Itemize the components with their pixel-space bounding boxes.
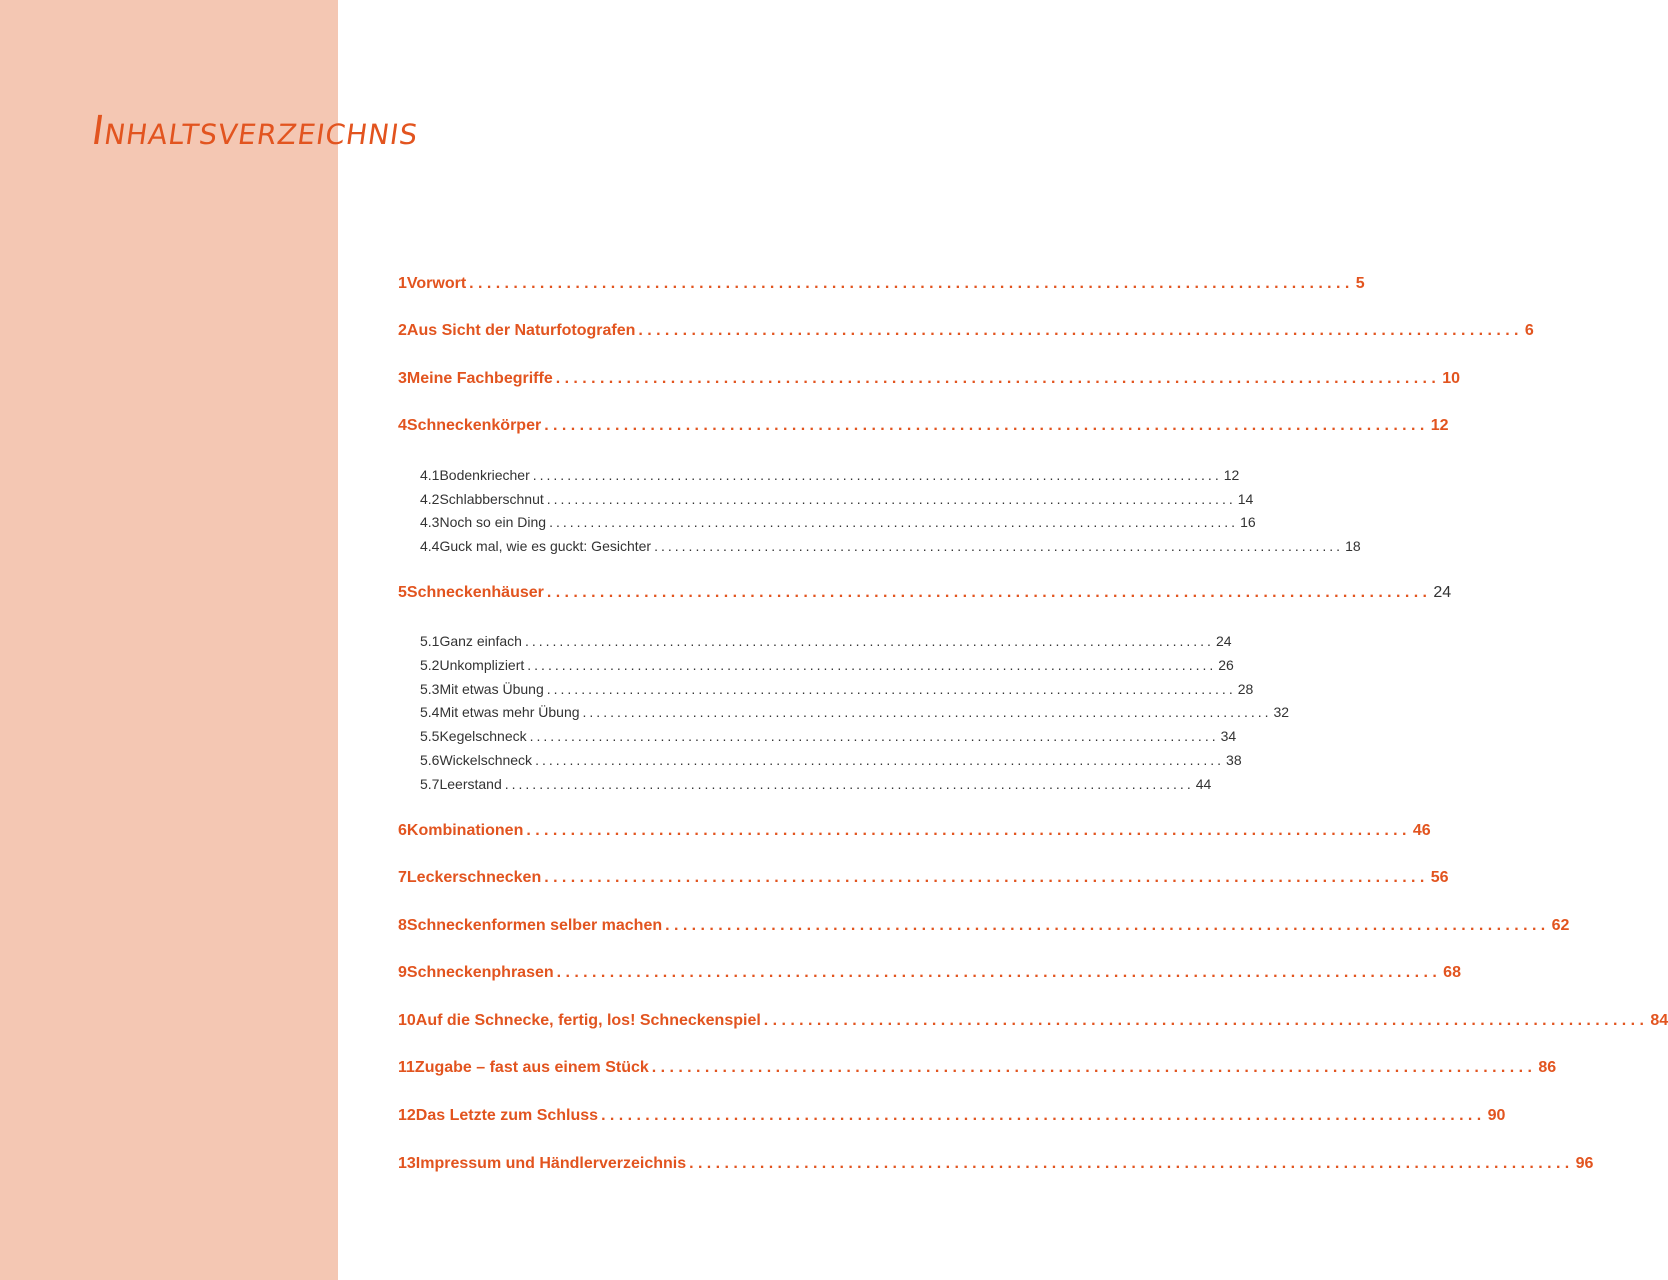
toc-title: Wickelschneck bbox=[439, 752, 533, 768]
toc-number: 1 bbox=[398, 275, 407, 292]
toc-page: 56 bbox=[1430, 869, 1449, 886]
toc-page: 68 bbox=[1443, 964, 1461, 981]
toc-page: 5 bbox=[1355, 275, 1365, 292]
toc-page: 90 bbox=[1487, 1107, 1506, 1124]
toc-entry-4-1[interactable] bbox=[420, 467, 1240, 493]
dot-leader: .................................................................................................... bbox=[504, 776, 1194, 792]
toc-page: 84 bbox=[1650, 1012, 1668, 1029]
toc-entry-5[interactable] bbox=[398, 584, 1452, 610]
toc-title: Kegelschneck bbox=[439, 728, 527, 744]
toc-number: 7 bbox=[398, 869, 407, 886]
toc-title: Mit etwas Übung bbox=[439, 681, 544, 697]
toc-title: Aus Sicht der Naturfotografen bbox=[406, 322, 636, 339]
toc-page: 32 bbox=[1273, 704, 1290, 720]
toc-page: 86 bbox=[1538, 1059, 1557, 1076]
toc-entry-11[interactable] bbox=[398, 1059, 1557, 1085]
toc-entry-4-4[interactable] bbox=[420, 538, 1361, 564]
toc-title: Meine Fachbegriffe bbox=[406, 370, 553, 387]
toc-page: 38 bbox=[1226, 752, 1242, 768]
dot-leader: .................................................................................................... bbox=[526, 822, 1411, 839]
toc-title: Das Letzte zum Schluss bbox=[415, 1107, 599, 1124]
toc-number: 4.1 bbox=[420, 467, 440, 483]
dot-leader: .................................................................................................... bbox=[638, 322, 1523, 339]
dot-leader: .................................................................................................... bbox=[556, 964, 1442, 981]
toc-entry-3[interactable] bbox=[398, 370, 1461, 396]
toc-number: 5.7 bbox=[420, 776, 440, 792]
toc-page: 28 bbox=[1237, 681, 1254, 697]
toc-entry-5-7[interactable] bbox=[420, 776, 1212, 802]
toc-number: 4.4 bbox=[420, 538, 440, 554]
dot-leader: .................................................................................................... bbox=[665, 917, 1550, 934]
toc-page: 12 bbox=[1223, 467, 1240, 483]
toc-title: Schlabberschnut bbox=[439, 491, 544, 507]
dot-leader: .................................................................................................... bbox=[544, 869, 1429, 886]
toc-title: Ganz einfach bbox=[439, 633, 522, 649]
toc-page: 18 bbox=[1345, 538, 1361, 554]
toc-title: Auf die Schnecke, fertig, los! Schneckenspiel bbox=[415, 1012, 761, 1029]
dot-leader: .................................................................................................... bbox=[544, 417, 1429, 434]
toc-entry-4[interactable] bbox=[398, 417, 1449, 443]
toc-number: 12 bbox=[398, 1107, 416, 1124]
toc-number: 8 bbox=[398, 917, 407, 934]
dot-leader: .................................................................................................... bbox=[763, 1012, 1649, 1029]
toc-entry-12[interactable] bbox=[398, 1107, 1506, 1133]
toc-page: 24 bbox=[1433, 584, 1452, 601]
dot-leader: .................................................................................................... bbox=[546, 681, 1236, 697]
toc-number: 6 bbox=[398, 822, 407, 839]
toc-number: 4.3 bbox=[420, 514, 440, 530]
toc-number: 5.2 bbox=[420, 657, 440, 673]
toc-number: 5.3 bbox=[420, 681, 440, 697]
toc-page: 46 bbox=[1412, 822, 1431, 839]
dot-leader: .................................................................................................... bbox=[651, 1059, 1537, 1076]
toc-number: 4.2 bbox=[420, 491, 440, 507]
toc-page: 62 bbox=[1551, 917, 1570, 934]
toc-title: Schneckenformen selber machen bbox=[406, 917, 663, 934]
toc-page: 44 bbox=[1195, 776, 1212, 792]
toc-title: Schneckenphrasen bbox=[406, 964, 554, 981]
dot-leader: .................................................................................................... bbox=[524, 633, 1214, 649]
toc-title: Schneckenkörper bbox=[406, 417, 542, 434]
toc-entry-5-4[interactable] bbox=[420, 704, 1290, 730]
toc-title: Zugabe – fast aus einem Stück bbox=[414, 1059, 649, 1076]
toc-number: 5.6 bbox=[420, 752, 440, 768]
dot-leader: .................................................................................................... bbox=[601, 1107, 1486, 1124]
toc-page: 16 bbox=[1240, 514, 1256, 530]
dot-leader: .................................................................................................... bbox=[582, 704, 1272, 720]
dot-leader: .................................................................................................... bbox=[529, 728, 1219, 744]
page-title: Inhaltsverzeichnis bbox=[88, 108, 422, 154]
toc-entry-6[interactable] bbox=[398, 822, 1431, 848]
dot-leader: .................................................................................................... bbox=[555, 370, 1441, 387]
toc-entry-1[interactable] bbox=[398, 275, 1365, 301]
dot-leader: .................................................................................................... bbox=[527, 657, 1217, 673]
side-panel bbox=[0, 0, 338, 1280]
toc-entry-7[interactable] bbox=[398, 869, 1449, 895]
toc-entry-2[interactable] bbox=[398, 322, 1534, 348]
toc-title: Guck mal, wie es guckt: Gesichter bbox=[439, 538, 652, 554]
toc-number: 9 bbox=[398, 964, 407, 981]
toc-title: Mit etwas mehr Übung bbox=[439, 704, 580, 720]
toc-page: 12 bbox=[1430, 417, 1449, 434]
toc-page: 96 bbox=[1575, 1155, 1594, 1172]
toc-number: 5.1 bbox=[420, 633, 440, 649]
toc-entry-10[interactable] bbox=[398, 1012, 1668, 1038]
toc-page: 14 bbox=[1237, 491, 1254, 507]
toc-title: Kombinationen bbox=[406, 822, 524, 839]
toc-entry-13[interactable] bbox=[398, 1155, 1594, 1181]
toc-entry-4-3[interactable] bbox=[420, 514, 1256, 540]
toc-page: 26 bbox=[1218, 657, 1234, 673]
toc-entry-8[interactable] bbox=[398, 917, 1570, 943]
dot-leader: .................................................................................................... bbox=[535, 752, 1225, 768]
dot-leader: .................................................................................................... bbox=[549, 514, 1239, 530]
toc-page: 6 bbox=[1524, 322, 1534, 339]
dot-leader: .................................................................................................... bbox=[546, 584, 1432, 601]
toc-title: Leckerschnecken bbox=[406, 869, 542, 886]
toc-number: 13 bbox=[398, 1155, 416, 1172]
toc-entry-5-6[interactable] bbox=[420, 752, 1242, 778]
dot-leader: .................................................................................................... bbox=[654, 538, 1344, 554]
toc-title: Noch so ein Ding bbox=[439, 514, 547, 530]
toc-number: 4 bbox=[398, 417, 407, 434]
toc-title: Schneckenhäuser bbox=[406, 584, 544, 601]
toc-title: Leerstand bbox=[439, 776, 502, 792]
toc-page: 10 bbox=[1442, 370, 1461, 387]
toc-number: 3 bbox=[398, 370, 407, 387]
toc-entry-5-1[interactable] bbox=[420, 633, 1232, 659]
dot-leader: .................................................................................................... bbox=[546, 491, 1236, 507]
toc-number: 5 bbox=[398, 584, 407, 601]
toc-number: 2 bbox=[398, 322, 407, 339]
toc-entry-5-2[interactable] bbox=[420, 657, 1234, 683]
toc-number: 5.5 bbox=[420, 728, 440, 744]
dot-leader: .................................................................................................... bbox=[532, 467, 1222, 483]
dot-leader: .................................................................................................... bbox=[469, 275, 1354, 292]
toc-number: 5.4 bbox=[420, 704, 440, 720]
dot-leader: .................................................................................................... bbox=[689, 1155, 1574, 1172]
toc-title: Impressum und Händlerverzeichnis bbox=[415, 1155, 687, 1172]
toc-page: 34 bbox=[1220, 728, 1237, 744]
toc-title: Bodenkriecher bbox=[439, 467, 530, 483]
toc-number: 11 bbox=[398, 1059, 415, 1076]
toc-title: Vorwort bbox=[406, 275, 467, 292]
toc-page: 24 bbox=[1215, 633, 1232, 649]
toc-entry-9[interactable] bbox=[398, 964, 1461, 990]
toc-number: 10 bbox=[398, 1012, 416, 1029]
toc-title: Unkompliziert bbox=[439, 657, 525, 673]
toc-entry-5-5[interactable] bbox=[420, 728, 1237, 754]
